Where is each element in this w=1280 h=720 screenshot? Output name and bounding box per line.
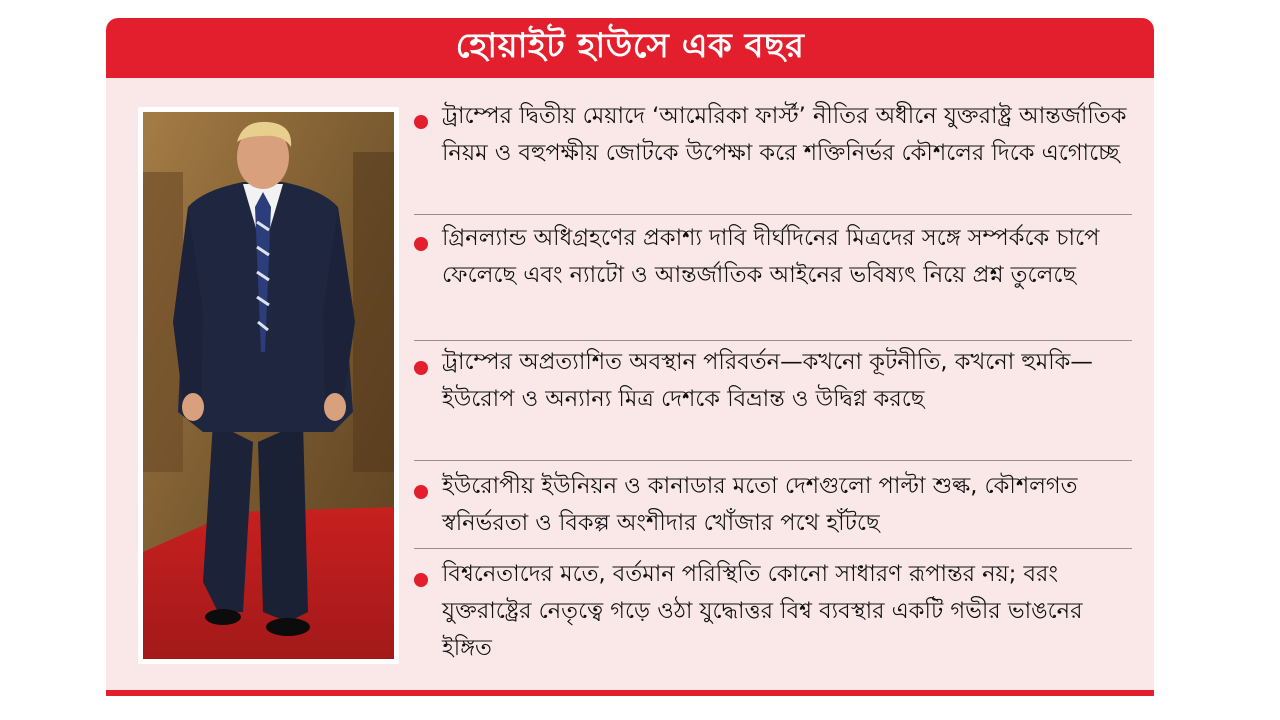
bullet-dot-icon <box>414 237 428 251</box>
divider <box>414 214 1132 215</box>
bullet-text: ইউরোপীয় ইউনিয়ন ও কানাডার মতো দেশগুলো পাল্টা শুল্ক, কৌশলগত স্বনির্ভরতা ও বিকল্প অংশীদার খোঁজার পথে হাঁটছে <box>442 473 1078 536</box>
bullet-dot-icon <box>414 485 428 499</box>
bullet-text: ট্রাম্পের দ্বিতীয় মেয়াদে ‘আমেরিকা ফার্স্ট’ নীতির অধীনে যুক্তরাষ্ট্র আন্তর্জাতিক নিয়ম ও বহুপক্ষীয় জোটকে উপেক্ষা করে শক্তিনির্ভর কৌশলের দিকে এগোচ্ছে <box>442 103 1127 166</box>
portrait-photo <box>143 112 394 659</box>
bullet-text: বিশ্বনেতাদের মতে, বর্তমান পরিস্থিতি কোনো সাধারণ রূপান্তর নয়; বরং যুক্তরাষ্ট্রের নেতৃত্বে গড়ে ওঠা যুদ্ধোত্তর বিশ্ব ব্যবস্থার একটি গভীর ভাঙনের ইঙ্গিত <box>442 561 1083 661</box>
bullet-dot-icon <box>414 573 428 587</box>
divider <box>414 548 1132 549</box>
bottom-rule <box>106 690 1154 696</box>
bullet-text: গ্রিনল্যান্ড অধিগ্রহণের প্রকাশ্য দাবি দীর্ঘদিনের মিত্রদের সঙ্গে সম্পর্ককে চাপে ফেলেছে এবং ন্যাটো ও আন্তর্জাতিক আইনের ভবিষ্যৎ নিয়ে প্রশ্ন তুলেছে <box>442 225 1100 288</box>
portrait-photo-icon <box>143 112 394 659</box>
bullet-dot-icon <box>414 361 428 375</box>
page-title: হোয়াইট হাউসে এক বছর <box>455 25 805 66</box>
divider <box>414 460 1132 461</box>
bullet-dot-icon <box>414 115 428 129</box>
header-banner <box>106 18 1154 78</box>
photo-frame <box>138 107 399 664</box>
bullet-text: ট্রাম্পের অপ্রত্যাশিত অবস্থান পরিবর্তন—কখনো কূটনীতি, কখনো হুমকি—ইউরোপ ও অন্যান্য মিত্র দেশকে বিভ্রান্ত ও উদ্বিগ্ন করছে <box>442 349 1093 412</box>
divider <box>414 340 1132 341</box>
infobox-card <box>106 18 1154 696</box>
